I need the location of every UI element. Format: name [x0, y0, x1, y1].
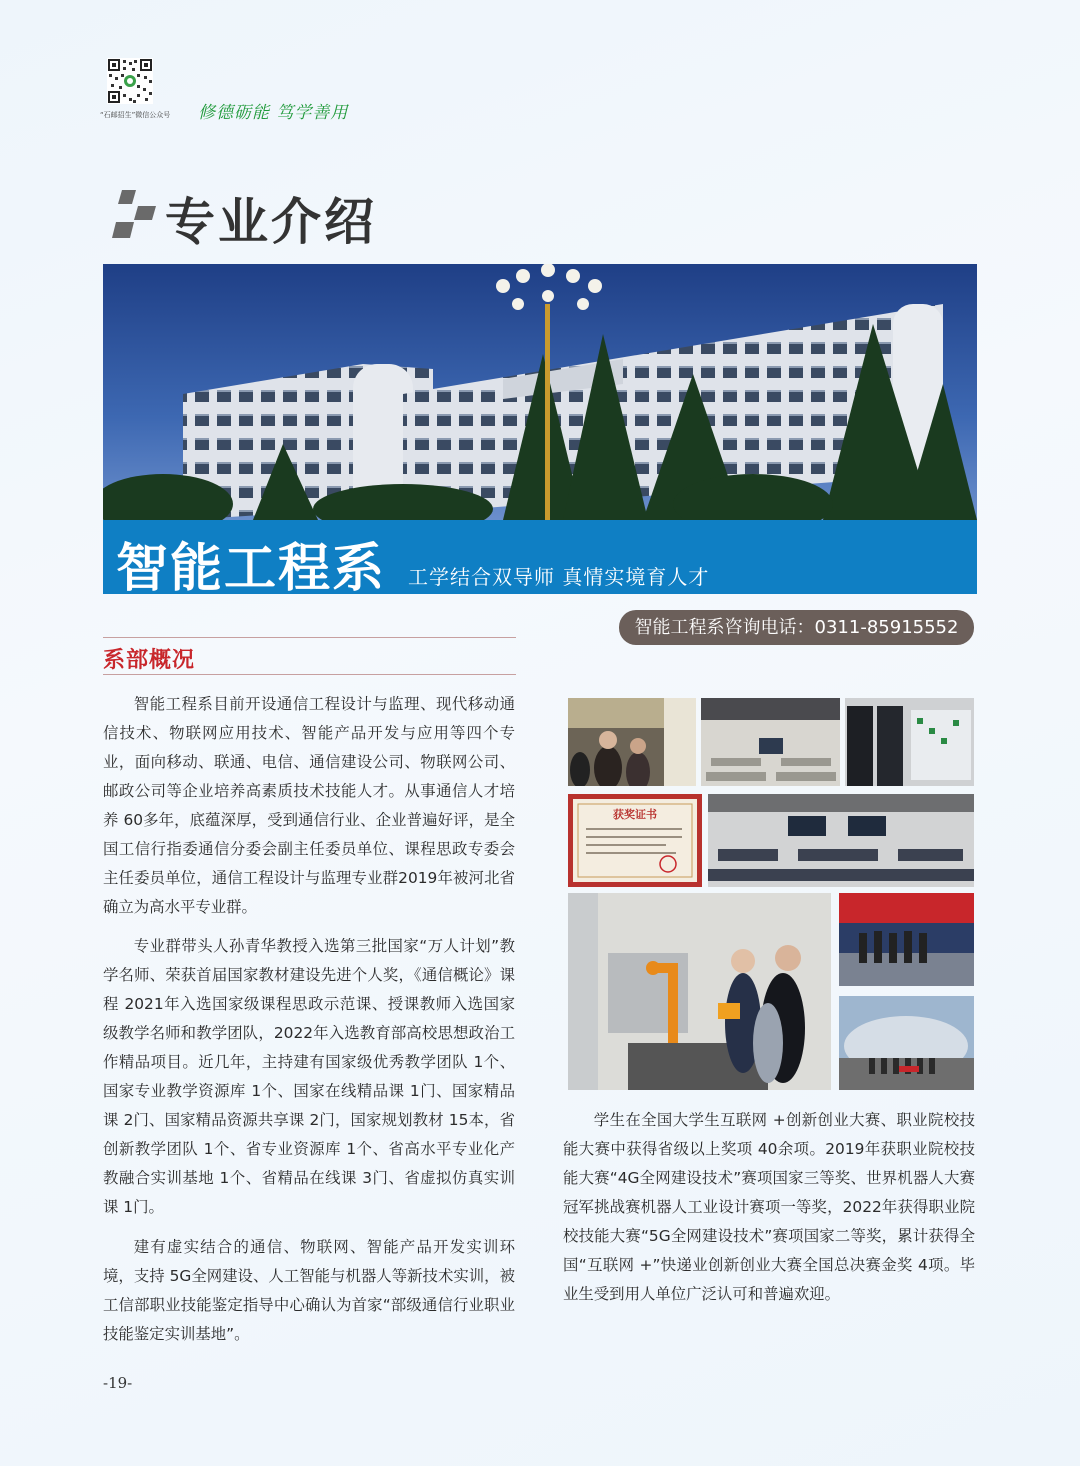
page-number: -19-	[103, 1374, 133, 1392]
overview-paragraph-4: 学生在全国大学生互联网 +创新创业大赛、职业院校技能大赛中获得省级以上奖项 40余项。2019年获职业院校技能大赛“4G全网建设技术”赛项国家三等奖、世界机器人大赛冠军挑战赛机器人工业设计赛项一等奖，2022年获得职业院校技能大赛“5G全网建设技术”赛项国家二等奖，累计获得全国“互联网 +”快递业创新创业大赛全国总决赛金奖 4项。毕业生受到用人单位广泛认可和普遍欢迎。	[563, 1111, 975, 1303]
photo-computer-lab	[708, 794, 974, 887]
heading-rule-bottom	[103, 674, 516, 675]
certificate-title: 获奖证书	[613, 808, 657, 821]
photo-equipment-racks	[845, 698, 974, 786]
section-title-icon	[110, 188, 158, 240]
section-title: 专业介绍	[165, 193, 377, 251]
photo-training-room	[701, 698, 840, 786]
qr-code	[107, 58, 153, 104]
overview-paragraph-1: 智能工程系目前开设通信工程设计与监理、现代移动通信技术、物联网应用技术、智能产品开发与应用等四个专业，面向移动、联通、电信、通信建设公司、物联网公司、邮政公司等企业培养高素质技术技能人才。从事通信人才培养 60多年，底蕴深厚，受到通信行业、企业普遍好评，是全国工信行指委通信分委会副主任委员单位、课程思政专委会主任委员单位，通信工程设计与监理专业群2019年被河北省确立为高水平专业群。	[103, 695, 515, 916]
department-slogan: 工学结合双导师 真情实境育人才	[408, 565, 710, 589]
overview-heading: 系部概况	[103, 648, 196, 673]
campus-building-photo	[103, 264, 977, 520]
school-motto: 修德砺能 笃学善用	[198, 103, 349, 123]
photo-robot-arm-lab	[568, 893, 831, 1090]
photo-competition-venue	[839, 996, 974, 1090]
heading-rule-top	[103, 637, 516, 638]
photo-award-certificate	[568, 794, 702, 887]
photo-students-classroom	[568, 698, 696, 786]
overview-paragraph-2: 专业群带头人孙青华教授入选第三批国家“万人计划”教学名师、荣获首届国家教材建设先进个人奖，《通信概论》课程 2021年入选国家级课程思政示范课、授课教师入选国家级教学名师和教学团队，2022年入选教育部高校思想政治工作精品项目。近几年，主持建有国家级优秀教学团队 1个、国家专业教学资源库 1个、国家在线精品课 1门、国家精品课 2门、国家精品资源共享课 2门，国家规划教材 15本，省创新教学团队 1个、省专业资源库 1个、省高水平专业化产教融合实训基地 1个、省精品在线课 3门、省虚拟仿真实训课 1门。	[103, 937, 515, 1216]
overview-paragraph-3: 建有虚实结合的通信、物联网、智能产品开发实训环境，支持 5G全网建设、人工智能与机器人等新技术实训，被工信部职业技能鉴定指导中心确认为首家“部级通信行业职业技能鉴定实训基地”。	[103, 1238, 515, 1343]
consultation-phone: 智能工程系咨询电话：0311-85915552	[619, 610, 974, 645]
photo-group-event	[839, 893, 974, 986]
department-name: 智能工程系	[116, 539, 387, 599]
qr-caption: “石邮招生”微信公众号	[100, 111, 171, 119]
